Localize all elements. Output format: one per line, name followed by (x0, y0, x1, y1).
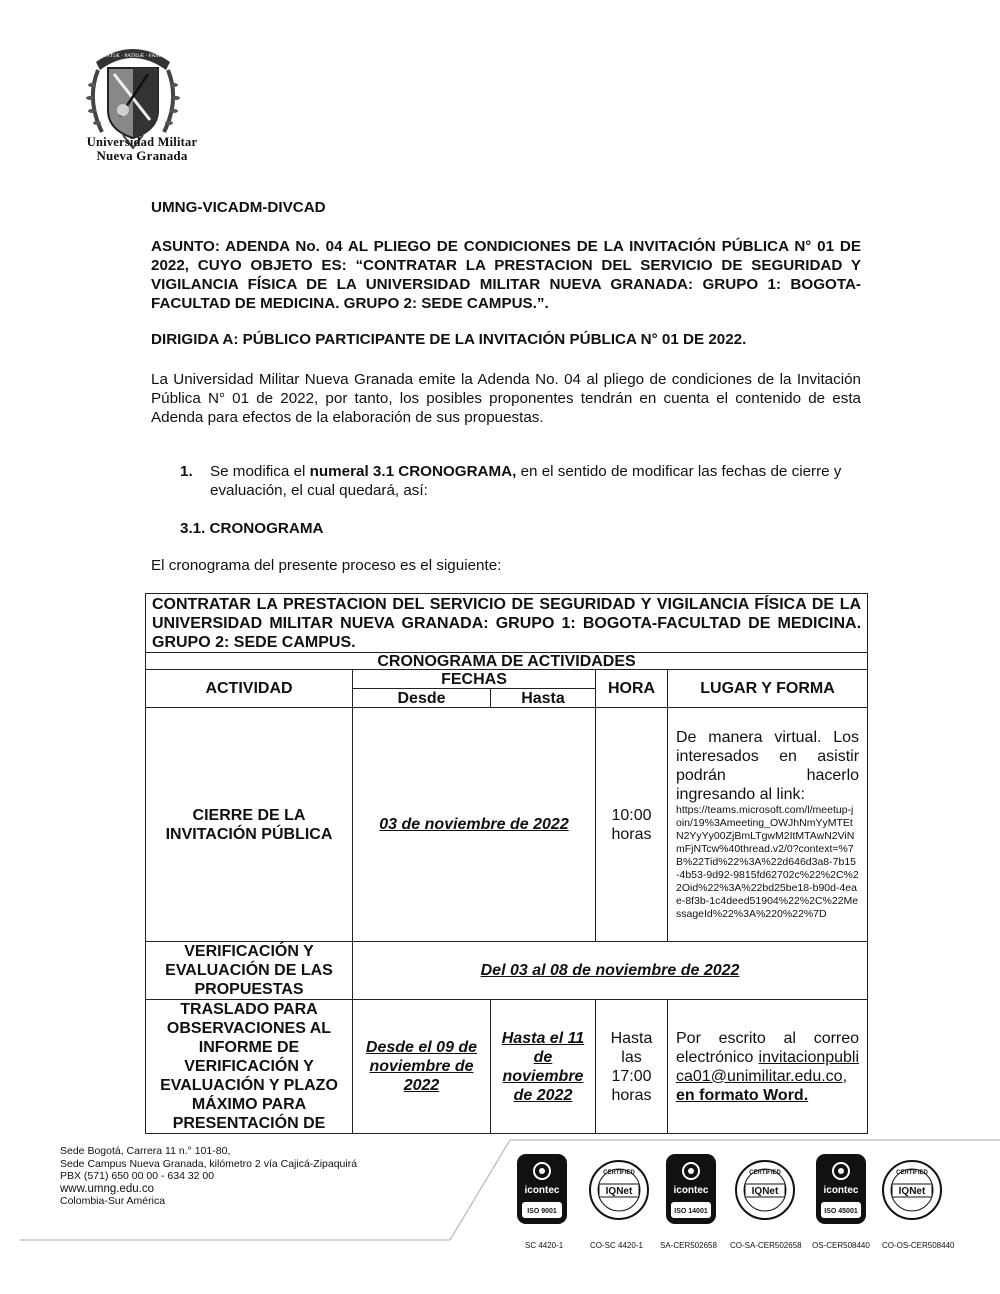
row1-actividad: CIERRE DE LA INVITACIÓN PÚBLICA (146, 708, 353, 942)
header-fechas: FECHAS (353, 670, 596, 689)
footer-line-5: Colombia-Sur América (60, 1195, 166, 1207)
document-reference: UMNG-VICADM-DIVCAD (151, 199, 326, 216)
certificate-code: OS-CER508440 (812, 1241, 870, 1250)
header-hasta: Hasta (491, 689, 596, 708)
row3-desde: Desde el 09 de noviembre de 2022 (353, 1000, 491, 1134)
iqnet-label: IQNet (898, 1186, 926, 1197)
iqnet-label: IQNet (751, 1186, 779, 1197)
certified-label: CERTIFIED (603, 1170, 635, 1176)
row1-lugar-text: De manera virtual. Los interesados en asistir podrán hacerlo ingresando al link: (676, 729, 860, 803)
item-text-post: en el sentido de modificar las fechas de cierre y evaluación, el cual quedará, así: (210, 463, 842, 499)
footer-website[interactable]: www.umng.edu.co (60, 1182, 154, 1195)
footer-address (60, 1145, 357, 1208)
row3-hasta: Hasta el 11 de noviembre de 2022 (491, 1000, 596, 1134)
teams-meeting-link[interactable]: https://teams.microsoft.com/l/meetup-join/19%3Ameeting_OWJhNmYyMTEtN2YyYy00ZjBmLTgwM2ItMTAwN2ViNmFjNTcw%40thread.v2/0?context=%7B%22Tid%22%3A%22d646d3a8-7b15-4b53-9d92-9815fd62702c%22%2C%22Oid%22%3A%22bd25be18-b90d-4eae-8f3b-1c4deed51904%22%2C%22MessageId%22%3A%220%22%7D (676, 804, 859, 920)
table-row (146, 942, 868, 1000)
certified-label: CERTIFIED (896, 1170, 928, 1176)
icontec-badge (812, 1154, 872, 1226)
item-text-bold: numeral 3.1 CRONOGRAMA, (309, 463, 517, 480)
row3-lugar-text: Por escrito al correo electrónico (676, 1029, 860, 1066)
row3-actividad: TRASLADO PARA OBSERVACIONES AL INFORME DE VERIFICACIÓN Y EVALUACIÓN Y PLAZO MÁXIMO PARA PRESENTACIÓN DE (146, 1000, 353, 1134)
logo-name-line1: Universidad Militar (86, 135, 198, 149)
iqnet-badge (735, 1154, 795, 1226)
iso-standard-label: ISO 45001 (824, 1208, 858, 1215)
iqnet-badge (882, 1154, 942, 1226)
table-subtitle: CRONOGRAMA DE ACTIVIDADES (146, 653, 868, 670)
footer-line-3: PBX (571) 650 00 00 - 634 32 00 (60, 1170, 215, 1182)
row3-lugar-bold: en formato Word. (676, 1086, 809, 1104)
row3-hora: Hasta las 17:00 horas (596, 1000, 668, 1134)
addressed-to: DIRIGIDA A: PÚBLICO PARTICIPANTE DE LA INVITACIÓN PÚBLICA N° 01 DE 2022. (151, 331, 747, 348)
certificate-code: SA-CER502658 (660, 1241, 717, 1250)
list-item-number: 1. (180, 463, 193, 480)
header-hora: HORA (596, 670, 668, 708)
row1-fecha: 03 de noviembre de 2022 (353, 708, 596, 942)
iqnet-badge (589, 1154, 649, 1226)
email-link[interactable]: invitacionpublica01@unimilitar.edu.co (676, 1048, 860, 1085)
iqnet-label: IQNet (605, 1186, 633, 1197)
iso-standard-label: ISO 14001 (674, 1208, 708, 1215)
intro-paragraph: La Universidad Militar Nueva Granada emite la Adenda No. 04 al pliego de condiciones de la Invitación Pública N° 01 de 2022, por tanto, los posibles proponentes tendrán en cuenta el contenido de esta Adenda para efectos de la elaboración de sus propuestas. (151, 371, 861, 426)
icontec-badge (662, 1154, 722, 1226)
table-title: CONTRATAR LA PRESTACION DEL SERVICIO DE SEGURIDAD Y VIGILANCIA FÍSICA DE LA UNIVERSIDAD MILITAR NUEVA GRANADA: GRUPO 1: BOGOTA-FACULTAD DE MEDICINA. GRUPO 2: SEDE CAMPUS. (146, 594, 868, 653)
footer-line-2: Sede Campus Nueva Granada, kilómetro 2 vía Cajicá-Zipaquirá (60, 1157, 358, 1170)
logo-name-line2: Nueva Granada (96, 148, 188, 163)
table-row (146, 708, 868, 942)
row1-hora: 10:00 horas (596, 708, 668, 942)
section-subheading: 3.1. CRONOGRAMA (180, 520, 324, 537)
item-text-pre: Se modifica el (210, 463, 310, 480)
schedule-intro: El cronograma del presente proceso es el siguiente: (151, 557, 502, 574)
certificate-code: CO-OS-CER508440 (882, 1241, 955, 1250)
certificate-code: CO-SC 4420-1 (590, 1241, 643, 1250)
header-actividad: ACTIVIDAD (146, 670, 353, 708)
row2-fecha: Del 03 al 08 de noviembre de 2022 (353, 942, 868, 1000)
footer-line-1: Sede Bogotá, Carrera 11 n.° 101-80, (60, 1145, 231, 1157)
certified-label: CERTIFIED (749, 1170, 781, 1176)
row3-lugar-sep: , (842, 1067, 848, 1085)
icontec-label: icontec (673, 1185, 709, 1196)
header-lugar: LUGAR Y FORMA (668, 670, 868, 708)
row1-lugar (668, 708, 868, 942)
schedule-table (145, 593, 868, 1134)
icontec-badge (513, 1154, 573, 1226)
header-desde: Desde (353, 689, 491, 708)
list-item-1 (180, 462, 862, 500)
subject-paragraph: ASUNTO: ADENDA No. 04 AL PLIEGO DE CONDICIONES DE LA INVITACIÓN PÚBLICA N° 01 DE 2022, CUYO OBJETO ES: “CONTRATAR LA PRESTACION DEL SERVICIO DE SEGURIDAD Y VIGILANCIA FÍSICA DE LA UNIVERSIDAD MILITAR NUEVA GRANADA: GRUPO 1: BOGOTA-FACULTAD DE MEDICINA. GRUPO 2: SEDE CAMPUS.”. (151, 238, 861, 312)
table-row (146, 1000, 868, 1134)
icontec-label: icontec (823, 1185, 859, 1196)
icontec-label: icontec (524, 1185, 560, 1196)
row3-lugar (668, 1000, 868, 1134)
row2-actividad: VERIFICACIÓN Y EVALUACIÓN DE LAS PROPUESTAS (146, 942, 353, 1000)
certificate-code: CO-SA-CER502658 (730, 1241, 802, 1250)
university-name-logotype (82, 136, 202, 162)
motto-text: SCIENTIÆ · PATRIÆ · FAMILIÆ (93, 53, 173, 59)
iso-standard-label: ISO 9001 (527, 1208, 557, 1215)
certificate-code: SC 4420-1 (525, 1241, 564, 1250)
